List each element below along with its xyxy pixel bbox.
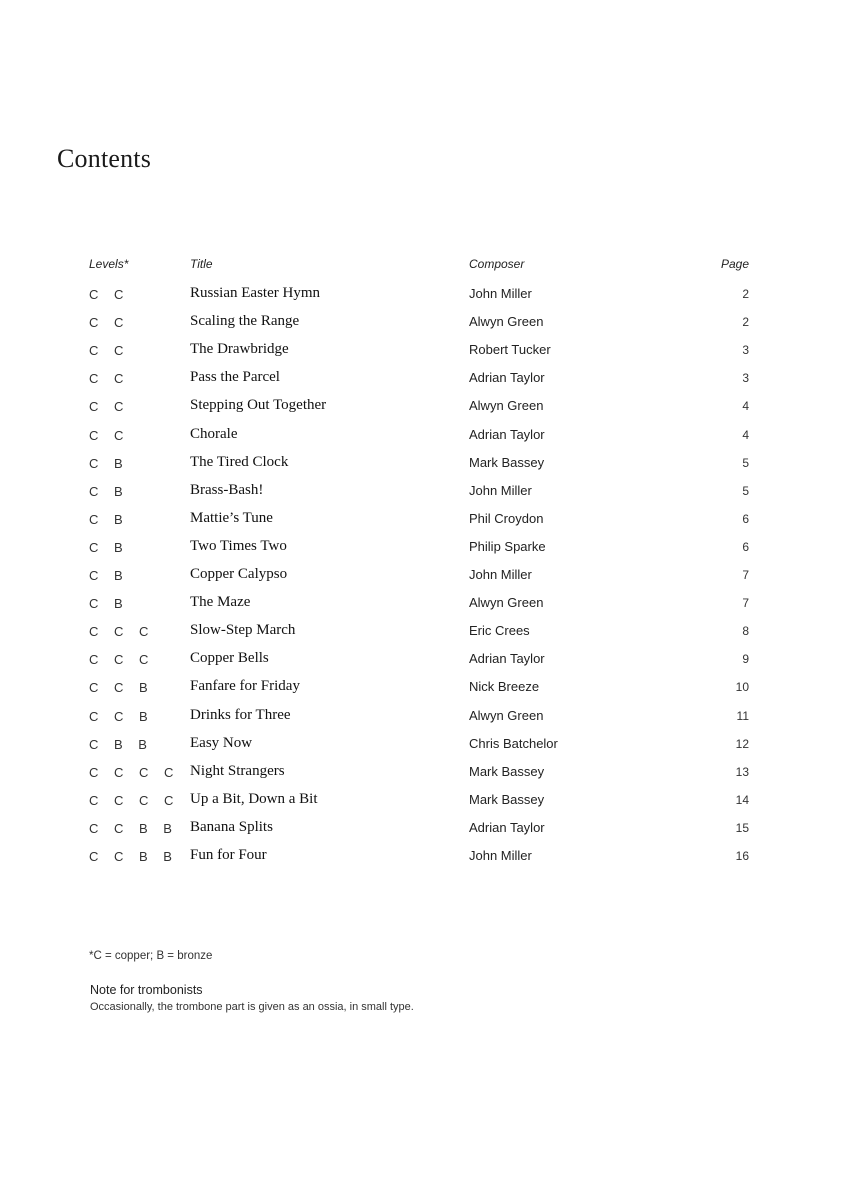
row-page: 3	[742, 371, 749, 386]
row-title: Night Strangers	[190, 762, 285, 779]
table-row	[0, 538, 849, 560]
row-title: Slow-Step March	[190, 622, 296, 639]
row-composer: Alwyn Green	[469, 707, 544, 723]
row-composer: Adrian Taylor	[469, 370, 545, 386]
row-composer: Phil Croydon	[469, 510, 544, 526]
header-levels: Levels*	[89, 257, 129, 271]
note-heading: Note for trombonists	[90, 983, 203, 997]
row-page: 13	[735, 764, 749, 779]
row-page: 4	[742, 399, 749, 414]
row-title: Copper Calypso	[190, 566, 288, 582]
page-title: Contents	[57, 144, 152, 173]
row-composer: Alwyn Green	[469, 595, 544, 611]
row-page: 3	[742, 343, 749, 358]
table-row	[0, 426, 849, 448]
row-title: Mattie’s Tune	[190, 509, 273, 526]
table-row	[0, 285, 849, 307]
row-levels: C C B	[89, 708, 154, 724]
row-levels: C C C	[89, 652, 155, 668]
row-page: 16	[735, 849, 749, 863]
row-composer: Nick Breeze	[469, 679, 540, 695]
row-title: Brass-Bash!	[190, 481, 264, 498]
row-title: Scaling the Range	[190, 313, 300, 330]
table-row	[0, 397, 849, 419]
row-page: 7	[742, 568, 749, 582]
row-page: 9	[742, 652, 749, 667]
row-levels: C C	[89, 287, 130, 302]
row-levels: C C	[89, 371, 130, 387]
row-composer: John Miller	[469, 567, 532, 582]
row-title: Up a Bit, Down a Bit	[190, 790, 318, 807]
row-page: 11	[736, 708, 749, 723]
table-row	[0, 707, 849, 729]
table-row	[0, 791, 849, 813]
table-row	[0, 369, 849, 391]
table-row	[0, 594, 849, 616]
row-composer: Adrian Taylor	[469, 651, 545, 667]
row-page: 6	[742, 511, 749, 526]
row-page: 4	[742, 427, 749, 442]
note-text: Occasionally, the trombone part is given as an ossia, in small type.	[90, 1001, 414, 1013]
row-levels: C B	[89, 483, 129, 499]
row-page: 14	[735, 792, 749, 807]
row-title: The Maze	[190, 594, 251, 611]
table-row	[0, 341, 849, 363]
table-row	[0, 454, 849, 476]
row-levels: C B	[89, 511, 129, 527]
row-levels: C B	[89, 539, 129, 555]
row-levels: C C B B	[89, 820, 178, 836]
row-composer: Eric Crees	[469, 623, 530, 639]
row-composer: Alwyn Green	[469, 314, 544, 330]
row-page: 2	[742, 287, 749, 301]
row-title: Chorale	[190, 425, 238, 442]
row-page: 5	[742, 455, 749, 470]
row-levels: C C	[89, 315, 130, 331]
table-row	[0, 735, 849, 757]
table-row	[0, 510, 849, 532]
row-composer: John Miller	[469, 848, 532, 863]
table-row	[0, 482, 849, 504]
row-page: 10	[735, 680, 749, 695]
row-levels: C B	[89, 568, 129, 583]
table-row	[0, 819, 849, 841]
row-levels: C C C C	[89, 764, 180, 780]
row-title: The Tired Clock	[190, 453, 289, 470]
levels-footnote: *C = copper; B = bronze	[89, 950, 213, 962]
table-row	[0, 650, 849, 672]
header-title: Title	[190, 257, 213, 271]
table-row	[0, 678, 849, 700]
row-composer: Alwyn Green	[469, 398, 544, 414]
row-page: 15	[735, 820, 749, 835]
row-title: Stepping Out Together	[190, 397, 327, 414]
table-row	[0, 622, 849, 644]
row-title: Drinks for Three	[190, 706, 291, 723]
row-page: 8	[742, 624, 749, 639]
row-title: The Drawbridge	[190, 341, 289, 358]
row-levels: C C C	[89, 624, 155, 640]
row-composer: Mark Bassey	[469, 763, 545, 779]
row-levels: C C B	[89, 680, 154, 696]
row-title: Easy Now	[190, 734, 253, 751]
table-header	[0, 255, 849, 277]
row-page: 5	[742, 483, 749, 498]
row-levels: C C	[89, 343, 130, 359]
row-page: 7	[742, 596, 749, 611]
row-title: Fun for Four	[190, 847, 267, 863]
row-composer: John Miller	[469, 286, 532, 301]
row-levels: C B	[89, 596, 129, 612]
table-row	[0, 847, 849, 869]
row-title: Fanfare for Friday	[190, 678, 300, 695]
row-page: 12	[735, 736, 749, 751]
row-title: Banana Splits	[190, 818, 273, 835]
row-composer: Robert Tucker	[469, 342, 551, 358]
row-composer: Adrian Taylor	[469, 426, 545, 442]
row-levels: C C	[89, 427, 130, 443]
table-row	[0, 566, 849, 588]
row-levels: C C B B	[89, 849, 178, 864]
row-composer: Mark Bassey	[469, 791, 545, 807]
header-composer: Composer	[469, 257, 525, 271]
row-composer: Adrian Taylor	[469, 819, 545, 835]
row-title: Two Times Two	[190, 537, 287, 554]
row-composer: John Miller	[469, 482, 532, 498]
row-title: Russian Easter Hymn	[190, 285, 320, 301]
row-composer: Chris Batchelor	[469, 735, 558, 751]
row-page: 6	[742, 539, 749, 554]
table-row	[0, 763, 849, 785]
row-title: Pass the Parcel	[190, 369, 280, 386]
table-row	[0, 313, 849, 335]
row-title: Copper Bells	[190, 650, 269, 667]
row-composer: Mark Bassey	[469, 454, 545, 470]
row-levels: C C C C	[89, 792, 180, 808]
row-page: 2	[742, 315, 749, 330]
row-levels: C B	[89, 455, 129, 471]
header-page: Page	[720, 257, 749, 271]
row-levels: C B B	[89, 736, 153, 752]
row-levels: C C	[89, 399, 130, 415]
row-composer: Philip Sparke	[469, 538, 546, 554]
